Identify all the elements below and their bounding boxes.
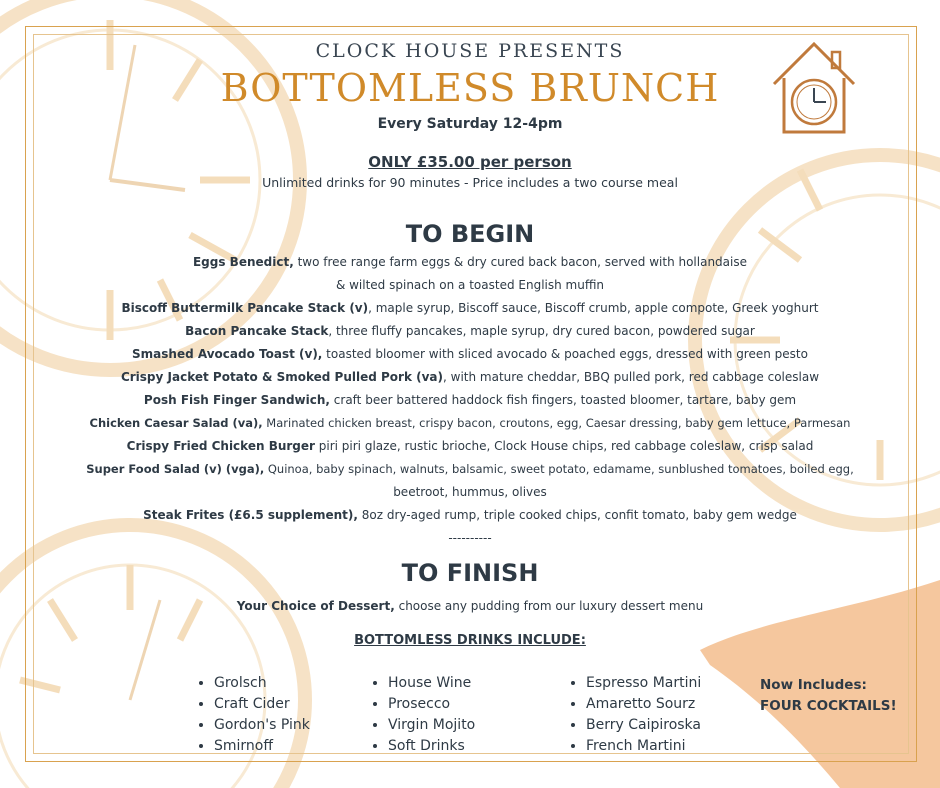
menu-item-desc: & wilted spinach on a toasted English muffin [335,278,605,292]
menu-item-name: Eggs Benedict, [192,255,294,269]
list-item: • Amaretto Sourz [586,694,701,715]
menu-item [60,435,880,458]
dessert-line [0,599,940,613]
to-begin-heading: TO BEGIN [405,220,535,248]
drinks-heading: BOTTOMLESS DRINKS INCLUDE: [354,633,586,648]
menu-item-name: Super Food Salad (v) (vga), [86,462,265,476]
list-item: • House Wine [388,673,475,694]
menu-item-desc: , maple syrup, Biscoff sauce, Biscoff crumb, apple compote, Greek yoghurt [368,301,819,315]
dessert-desc: choose any pudding from our luxury dessert menu [394,599,704,613]
menu-item-desc: , three fluffy pancakes, maple syrup, dry cured bacon, powdered sugar [328,324,755,338]
price-details: Unlimited drinks for 90 minutes - Price includes a two course meal [262,175,678,190]
menu-item [60,458,880,481]
menu-item-desc: beetroot, hummus, olives [393,485,547,499]
drinks-list-wine [370,673,475,757]
dessert-name: Your Choice of Dessert, [236,599,395,613]
page-title: BOTTOMLESS BRUNCH [220,66,720,110]
menu-item [60,389,880,412]
cocktails-line2: FOUR COCKTAILS! [760,698,897,714]
menu-item-name: Bacon Pancake Stack [185,324,329,338]
list-item: • Soft Drinks [388,736,475,757]
menu-item-desc: toasted bloomer with sliced avocado & poached eggs, dressed with green pesto [322,347,808,361]
menu-item-name: Smashed Avocado Toast (v), [132,347,323,361]
menu-item-name: Biscoff Buttermilk Pancake Stack (v) [121,301,369,315]
menu-item [60,504,880,527]
menu-item [60,481,880,504]
list-item: • French Martini [586,736,701,757]
menu-item [60,366,880,389]
list-item: • Craft Cider [214,694,310,715]
list-item: • Virgin Mojito [388,715,475,736]
drinks-list-beer [196,673,310,757]
list-item: • Smirnoff [214,736,310,757]
menu-item [60,412,880,435]
starter-menu [60,251,880,550]
drinks-list-cocktails [568,673,701,757]
menu-item-desc: piri piri glaze, rustic brioche, Clock House chips, red cabbage coleslaw, crisp salad [314,439,814,453]
list-item: • Berry Caipiroska [586,715,701,736]
menu-item-desc: Marinated chicken breast, crispy bacon, croutons, egg, Caesar dressing, baby gem lettuce, Parmesan [262,416,851,430]
menu-item [60,274,880,297]
menu-item-desc: , with mature cheddar, BBQ pulled pork, red cabbage coleslaw [443,370,820,384]
list-item: • Grolsch [214,673,310,694]
menu-item [60,251,880,274]
menu-item-name: Crispy Fried Chicken Burger [126,439,315,453]
menu-item-name: Chicken Caesar Salad (va), [89,416,263,430]
divider: ---------- [448,531,492,545]
menu-item [60,297,880,320]
presenter-line: CLOCK HOUSE PRESENTS [315,40,625,62]
menu-item-name: Posh Fish Finger Sandwich, [143,393,330,407]
menu-item [60,320,880,343]
to-finish-heading: TO FINISH [401,559,539,587]
menu-item [60,343,880,366]
schedule-line: Every Saturday 12-4pm [377,116,563,132]
menu-item-desc: 8oz dry-aged rump, triple cooked chips, confit tomato, baby gem wedge [357,508,797,522]
list-item: • Gordon's Pink [214,715,310,736]
menu-item-desc: two free range farm eggs & dry cured back bacon, served with hollandaise [293,255,747,269]
cocktails-callout [760,675,897,717]
cocktails-line1: Now Includes: [760,677,867,693]
price-line: ONLY £35.00 per person [368,153,572,171]
menu-item-name: Steak Frites (£6.5 supplement), [143,508,358,522]
list-item: • Espresso Martini [586,673,701,694]
menu-item-desc: craft beer battered haddock fish fingers, toasted bloomer, tartare, baby gem [329,393,797,407]
menu-item-name: Crispy Jacket Potato & Smoked Pulled Pork (va) [120,370,444,384]
menu-item-desc: Quinoa, baby spinach, walnuts, balsamic, sweet potato, edamame, sunblushed tomatoes, boiled egg, [264,462,854,476]
list-item: • Prosecco [388,694,475,715]
